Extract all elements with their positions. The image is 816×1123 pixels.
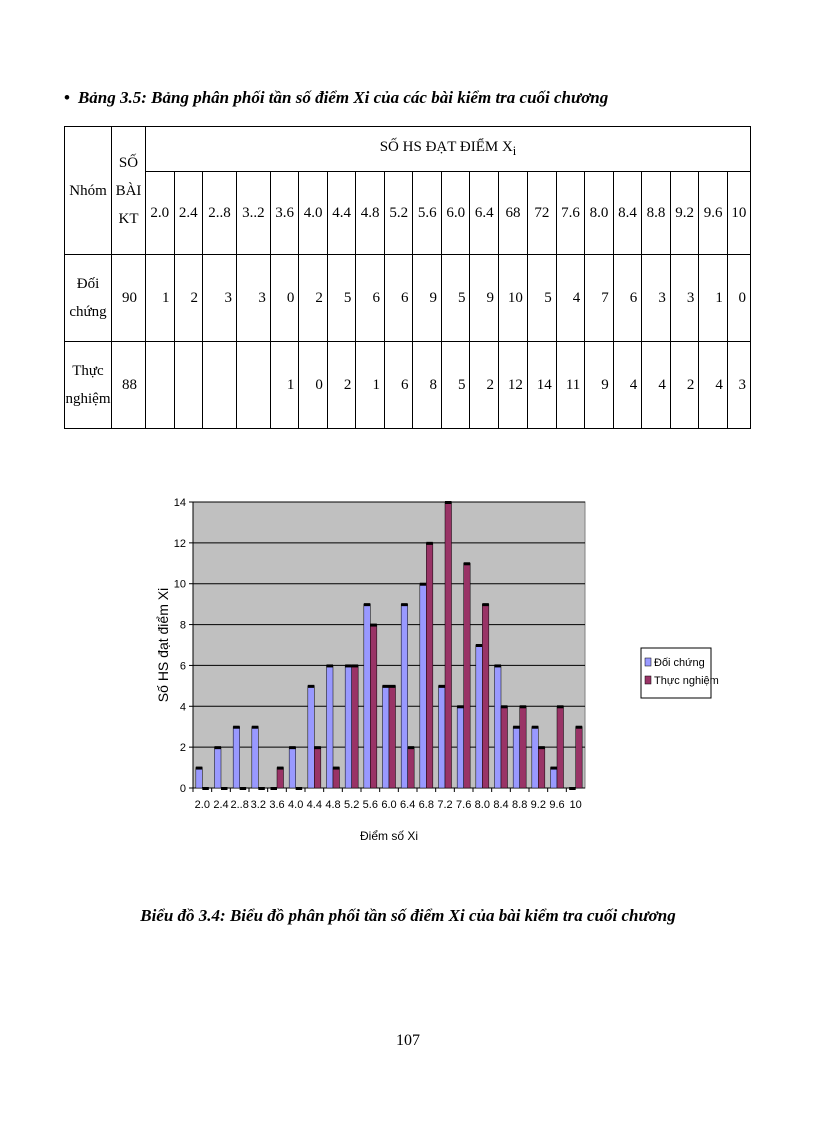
- row-count: 90: [112, 255, 146, 342]
- bar-top-edge: [345, 664, 352, 667]
- table-cell: 6: [384, 342, 413, 429]
- table-cell: 6: [613, 255, 642, 342]
- legend-label: Thực nghiệm: [654, 675, 719, 687]
- table-cell: 1: [146, 255, 175, 342]
- score-column-header: 3.6: [270, 172, 299, 255]
- bar-top-edge: [252, 726, 259, 729]
- score-column-header: 2.4: [174, 172, 203, 255]
- bar-top-edge: [532, 726, 539, 729]
- x-tick-label: 9.6: [549, 799, 565, 811]
- bar-top-edge: [401, 603, 408, 606]
- bar-top-edge: [215, 746, 222, 749]
- score-column-header: 4.0: [299, 172, 328, 255]
- score-column-header: 2..8: [203, 172, 237, 255]
- x-tick-label: 6.8: [418, 799, 434, 811]
- bar-doi-chung: [495, 665, 502, 788]
- x-tick-label: 4.4: [306, 799, 322, 811]
- x-tick-label: 2.0: [194, 799, 210, 811]
- row-group: [65, 255, 112, 342]
- header-sobai-line: KT: [118, 210, 139, 227]
- table-cell: 9: [470, 255, 499, 342]
- score-column-header: 5.2: [384, 172, 413, 255]
- x-tick-label: 8.4: [493, 799, 509, 811]
- y-tick-label: 2: [179, 742, 186, 755]
- x-tick-label: 5.2: [344, 799, 360, 811]
- bar-top-edge: [445, 501, 452, 504]
- bar-top-edge: [271, 787, 278, 790]
- row-group-line: chứng: [69, 304, 107, 320]
- bar-top-edge: [314, 746, 321, 749]
- score-column-header: 8.0: [585, 172, 614, 255]
- x-tick-label: 7.2: [437, 799, 453, 811]
- bar-top-edge: [557, 705, 564, 708]
- table-cell: 2: [470, 342, 499, 429]
- bar-thuc-nghiem: [314, 747, 321, 788]
- score-column-header: 68: [499, 172, 528, 255]
- table-cell: 4: [556, 255, 585, 342]
- score-column-header: 9.2: [670, 172, 699, 255]
- y-tick-label: 8: [179, 619, 186, 632]
- bar-doi-chung: [308, 686, 315, 788]
- bar-doi-chung: [439, 686, 446, 788]
- table-cell: 9: [585, 342, 614, 429]
- y-tick-label: 4: [179, 701, 186, 714]
- bar-doi-chung: [215, 747, 222, 788]
- bar-top-edge: [327, 664, 334, 667]
- bar-top-edge: [389, 685, 396, 688]
- score-column-header: 3..2: [236, 172, 270, 255]
- table-cell: 4: [642, 342, 671, 429]
- header-group: Nhóm: [65, 127, 112, 255]
- bar-thuc-nghiem: [352, 665, 359, 788]
- bar-thuc-nghiem: [520, 706, 527, 788]
- bar-top-edge: [370, 624, 377, 627]
- table-cell: 2: [174, 255, 203, 342]
- bar-thuc-nghiem: [277, 768, 284, 788]
- x-tick-label: 5.6: [362, 799, 378, 811]
- row-count: 88: [112, 342, 146, 429]
- bar-top-edge: [277, 767, 284, 770]
- header-span: [146, 127, 751, 172]
- score-column-header: 6.4: [470, 172, 499, 255]
- bar-top-edge: [476, 644, 483, 647]
- table-cell: 0: [299, 342, 328, 429]
- table-cell: 9: [413, 255, 442, 342]
- table-cell: 3: [642, 255, 671, 342]
- bar-doi-chung: [513, 727, 520, 788]
- bar-doi-chung: [420, 584, 427, 788]
- score-column-header: 72: [527, 172, 556, 255]
- table-cell: [146, 342, 175, 429]
- chart-caption: Biểu đồ 3.4: Biểu đồ phân phối tần số điểm Xi của bài kiểm tra cuối chương: [140, 906, 676, 925]
- score-column-header: 6.0: [441, 172, 470, 255]
- table-cell: [174, 342, 203, 429]
- score-column-header: 8.8: [642, 172, 671, 255]
- header-span-text: SỐ HS ĐẠT ĐIỂM X: [379, 139, 513, 155]
- bar-top-edge: [383, 685, 390, 688]
- bar-top-edge: [333, 767, 340, 770]
- table-cell: 5: [441, 342, 470, 429]
- x-tick-label: 8.0: [474, 799, 490, 811]
- table-cell: 6: [384, 255, 413, 342]
- bullet: •: [64, 88, 70, 107]
- bar-doi-chung: [289, 747, 296, 788]
- table-cell: 0: [270, 255, 299, 342]
- bar-top-edge: [196, 767, 203, 770]
- bar-top-edge: [513, 726, 520, 729]
- x-tick-label: 6.0: [381, 799, 397, 811]
- bar-doi-chung: [252, 727, 259, 788]
- score-column-header: 8.4: [613, 172, 642, 255]
- table-cell: 3: [203, 255, 237, 342]
- bar-thuc-nghiem: [464, 563, 471, 788]
- bar-thuc-nghiem: [501, 706, 508, 788]
- y-tick-label: 0: [179, 783, 186, 795]
- bar-top-edge: [495, 664, 502, 667]
- table-cell: 2: [670, 342, 699, 429]
- y-tick-label: 14: [173, 497, 186, 509]
- table-row: [65, 255, 751, 342]
- x-tick-label: 4.0: [288, 799, 304, 811]
- score-column-header: 4.4: [327, 172, 356, 255]
- bar-top-edge: [308, 685, 315, 688]
- table-cell: 1: [699, 255, 728, 342]
- bar-top-edge: [221, 787, 228, 790]
- bar-thuc-nghiem: [370, 625, 377, 788]
- legend-swatch: [645, 658, 651, 666]
- bar-thuc-nghiem: [482, 604, 489, 788]
- bar-top-edge: [420, 583, 427, 586]
- header-sobai-line: BÀI: [115, 182, 142, 199]
- bar-doi-chung: [233, 727, 240, 788]
- score-column-header: 7.6: [556, 172, 585, 255]
- bar-top-edge: [576, 726, 583, 729]
- bar-top-edge: [233, 726, 240, 729]
- table-cell: 12: [499, 342, 528, 429]
- header-sobai-line: SỐ: [118, 154, 139, 171]
- bar-top-edge: [538, 746, 545, 749]
- bar-doi-chung: [551, 768, 558, 788]
- x-tick-label: 2..8: [230, 799, 249, 811]
- bar-top-edge: [296, 787, 303, 790]
- bar-thuc-nghiem: [576, 727, 583, 788]
- bar-thuc-nghiem: [445, 502, 452, 788]
- bar-top-edge: [352, 664, 359, 667]
- y-tick-label: 6: [179, 660, 186, 673]
- x-tick-label: 2.4: [213, 799, 229, 811]
- bar-doi-chung: [457, 706, 464, 788]
- bar-top-edge: [408, 746, 415, 749]
- table-cell: 7: [585, 255, 614, 342]
- row-group-line: Đối: [76, 276, 100, 292]
- table-cell: 2: [299, 255, 328, 342]
- table-cell: 1: [356, 342, 385, 429]
- bar-thuc-nghiem: [557, 706, 564, 788]
- row-group-line: nghiệm: [65, 391, 111, 407]
- y-axis-title: Số HS đạt điểm Xi: [155, 587, 171, 703]
- score-header-row: [65, 172, 751, 255]
- bar-top-edge: [439, 685, 446, 688]
- table-cell: 3: [727, 342, 750, 429]
- bar-doi-chung: [401, 604, 408, 788]
- row-group-line: Thực: [72, 363, 104, 379]
- frequency-chart: [150, 490, 720, 860]
- bar-top-edge: [464, 562, 471, 565]
- page-number: 107: [396, 1032, 420, 1049]
- x-tick-label: 8.8: [512, 799, 528, 811]
- table-cell: 5: [441, 255, 470, 342]
- table-cell: [236, 342, 270, 429]
- bar-top-edge: [457, 705, 464, 708]
- y-tick-label: 12: [173, 537, 186, 550]
- score-column-header: 2.0: [146, 172, 175, 255]
- table-cell: 3: [670, 255, 699, 342]
- bar-thuc-nghiem: [538, 747, 545, 788]
- row-group: [65, 342, 112, 429]
- x-tick-label: 3.2: [250, 799, 266, 811]
- x-tick-label: 4.8: [325, 799, 341, 811]
- table-cell: 14: [527, 342, 556, 429]
- bar-top-edge: [520, 705, 527, 708]
- table-cell: 10: [499, 255, 528, 342]
- bar-top-edge: [426, 542, 433, 545]
- bar-doi-chung: [196, 768, 203, 788]
- bar-doi-chung: [476, 645, 483, 788]
- table-cell: 5: [527, 255, 556, 342]
- score-column-header: 10: [727, 172, 750, 255]
- bar-top-edge: [501, 705, 508, 708]
- header-sobai: [112, 127, 146, 255]
- table-cell: 8: [413, 342, 442, 429]
- score-column-header: 5.6: [413, 172, 442, 255]
- table-cell: 1: [270, 342, 299, 429]
- bar-top-edge: [482, 603, 489, 606]
- bar-thuc-nghiem: [333, 768, 340, 788]
- bar-doi-chung: [364, 604, 371, 788]
- bar-top-edge: [289, 746, 296, 749]
- score-column-header: 9.6: [699, 172, 728, 255]
- x-tick-label: 7.6: [456, 799, 472, 811]
- chart-svg: [150, 490, 720, 860]
- bar-doi-chung: [345, 665, 352, 788]
- bar-top-edge: [258, 787, 265, 790]
- legend-box: [641, 648, 711, 698]
- table-caption: [64, 88, 608, 108]
- table-cell: 5: [327, 255, 356, 342]
- table-cell: 3: [236, 255, 270, 342]
- table-cell: 6: [356, 255, 385, 342]
- bar-thuc-nghiem: [408, 747, 415, 788]
- table-caption-text: Bảng 3.5: Bảng phân phối tần số điểm Xi của các bài kiểm tra cuối chương: [77, 88, 609, 107]
- score-column-header: 4.8: [356, 172, 385, 255]
- x-tick-label: 3.6: [269, 799, 285, 811]
- bar-thuc-nghiem: [426, 543, 433, 788]
- x-tick-label: 10: [569, 799, 582, 811]
- bar-doi-chung: [532, 727, 539, 788]
- bar-top-edge: [551, 767, 558, 770]
- bar-doi-chung: [383, 686, 390, 788]
- bar-doi-chung: [327, 665, 334, 788]
- table-cell: 2: [327, 342, 356, 429]
- legend-label: Đối chứng: [654, 657, 705, 669]
- frequency-table: [64, 126, 751, 429]
- legend-swatch: [645, 676, 651, 684]
- table-cell: 11: [556, 342, 585, 429]
- bar-top-edge: [240, 787, 247, 790]
- header-span-sub: i: [512, 144, 517, 158]
- table-cell: [203, 342, 237, 429]
- bar-top-edge: [202, 787, 209, 790]
- bar-top-edge: [364, 603, 371, 606]
- bar-thuc-nghiem: [389, 686, 396, 788]
- table-cell: 4: [613, 342, 642, 429]
- bar-top-edge: [569, 787, 576, 790]
- table-row: [65, 342, 751, 429]
- x-tick-label: 9.2: [530, 799, 546, 811]
- y-tick-label: 10: [173, 578, 186, 591]
- x-tick-label: 6.4: [400, 799, 416, 811]
- table-cell: 4: [699, 342, 728, 429]
- table-cell: 0: [727, 255, 750, 342]
- x-axis-title: Điểm số Xi: [359, 829, 419, 843]
